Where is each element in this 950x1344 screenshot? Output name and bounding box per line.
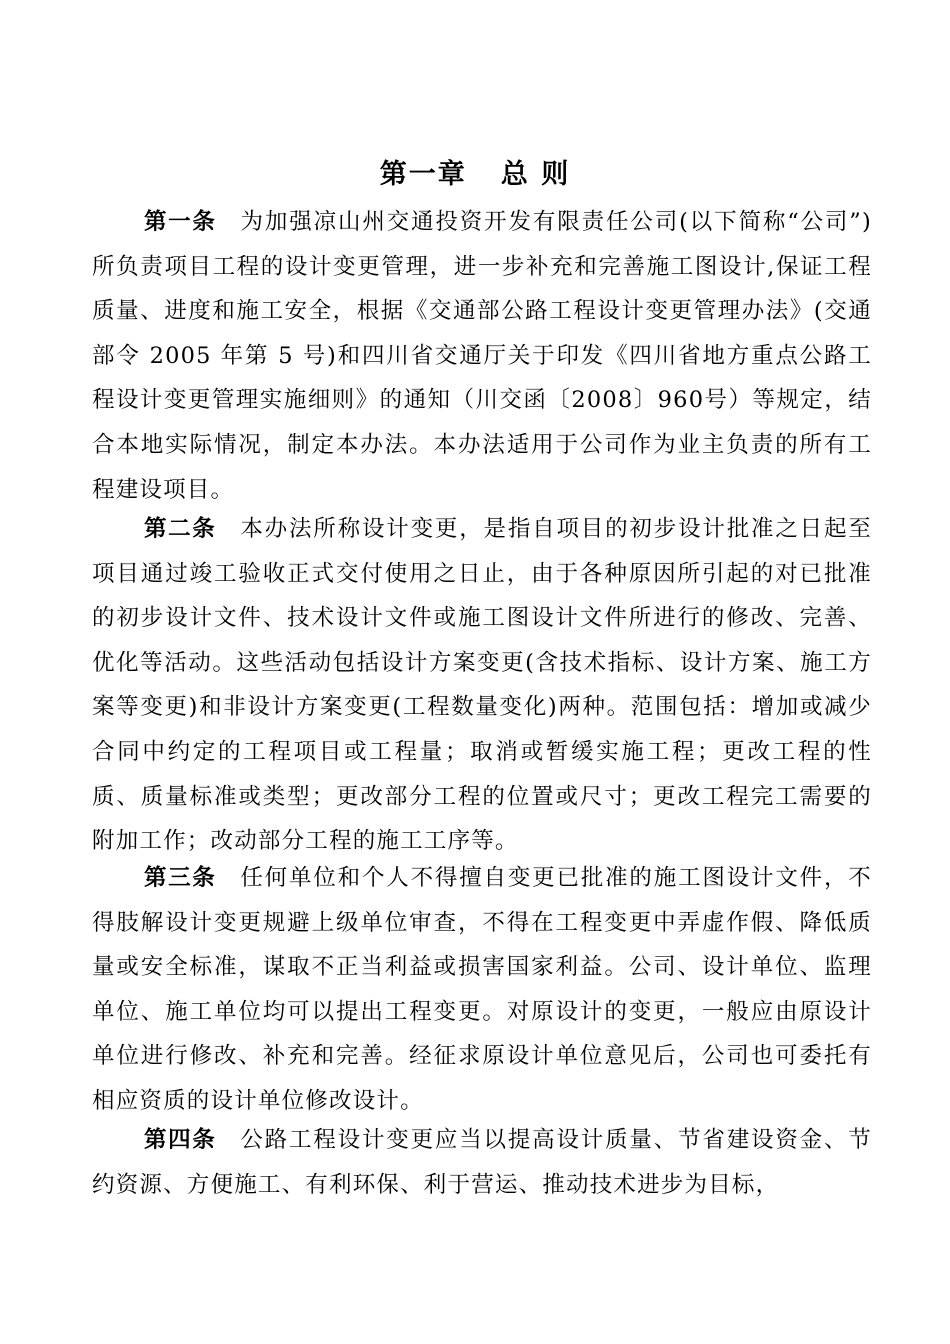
article-3 bbox=[92, 856, 872, 1124]
article-label: 第四条 bbox=[144, 1127, 217, 1153]
article-text: 本办法所称设计变更，是指自项目的初步设计批准之日起至项目通过竣工验收正式交付使用之日止，由于各种原因所引起的对已批准的初步设计文件、技术设计文件或施工图设计文件所进行的修改、完善、优化等活动。这些活动包括设计方案变更(含技术指标、设计方案、施工方案等变更)和非设计方案变更(工程数量变化)两种。范围包括：增加或减少合同中约定的工程项目或工程量；取消或暂缓实施工程；更改工程的性质、质量标准或类型；更改部分工程的位置或尺寸；更改工程完工需要的附加工作；改动部分工程的施工工序等。 bbox=[92, 516, 872, 855]
article-text: 任何单位和个人不得擅自变更已批准的施工图设计文件，不得肢解设计变更规避上级单位审查，不得在工程变更中弄虚作假、降低质量或安全标准，谋取不正当利益或损害国家利益。公司、设计单位、监理单位、施工单位均可以提出工程变更。对原设计的变更，一般应由原设计单位进行修改、补充和完善。经征求原设计单位意见后，公司也可委托有相应资质的设计单位修改设计。 bbox=[92, 865, 872, 1114]
article-text: 公路工程设计变更应当以提高设计质量、节省建设资金、节约资源、方便施工、有利环保、利于营运、推动技术进步为目标， bbox=[92, 1127, 872, 1198]
chapter-number: 第一章 bbox=[379, 159, 467, 190]
article-1 bbox=[92, 200, 872, 512]
article-2 bbox=[92, 507, 872, 864]
chapter-title bbox=[0, 153, 950, 197]
article-label: 第二条 bbox=[144, 516, 217, 542]
article-label: 第三条 bbox=[144, 865, 217, 891]
article-4 bbox=[92, 1118, 872, 1207]
article-text: 为加强凉山州交通投资开发有限责任公司(以下简称“公司”)所负责项目工程的设计变更管理，进一步补充和完善施工图设计,保证工程质量、进度和施工安全，根据《交通部公路工程设计变更管理办法》(交通部令 2005 年第 5 号)和四川省交通厅关于印发《四川省地方重点公路工程设计变更管理实施细则》的通知（川交函〔2008〕960号）等规定，结合本地实际情况，制定本办法。本办法适用于公司作为业主负责的所有工程建设项目。 bbox=[92, 209, 872, 503]
article-label: 第一条 bbox=[144, 209, 217, 235]
chapter-name: 总 则 bbox=[500, 159, 571, 190]
